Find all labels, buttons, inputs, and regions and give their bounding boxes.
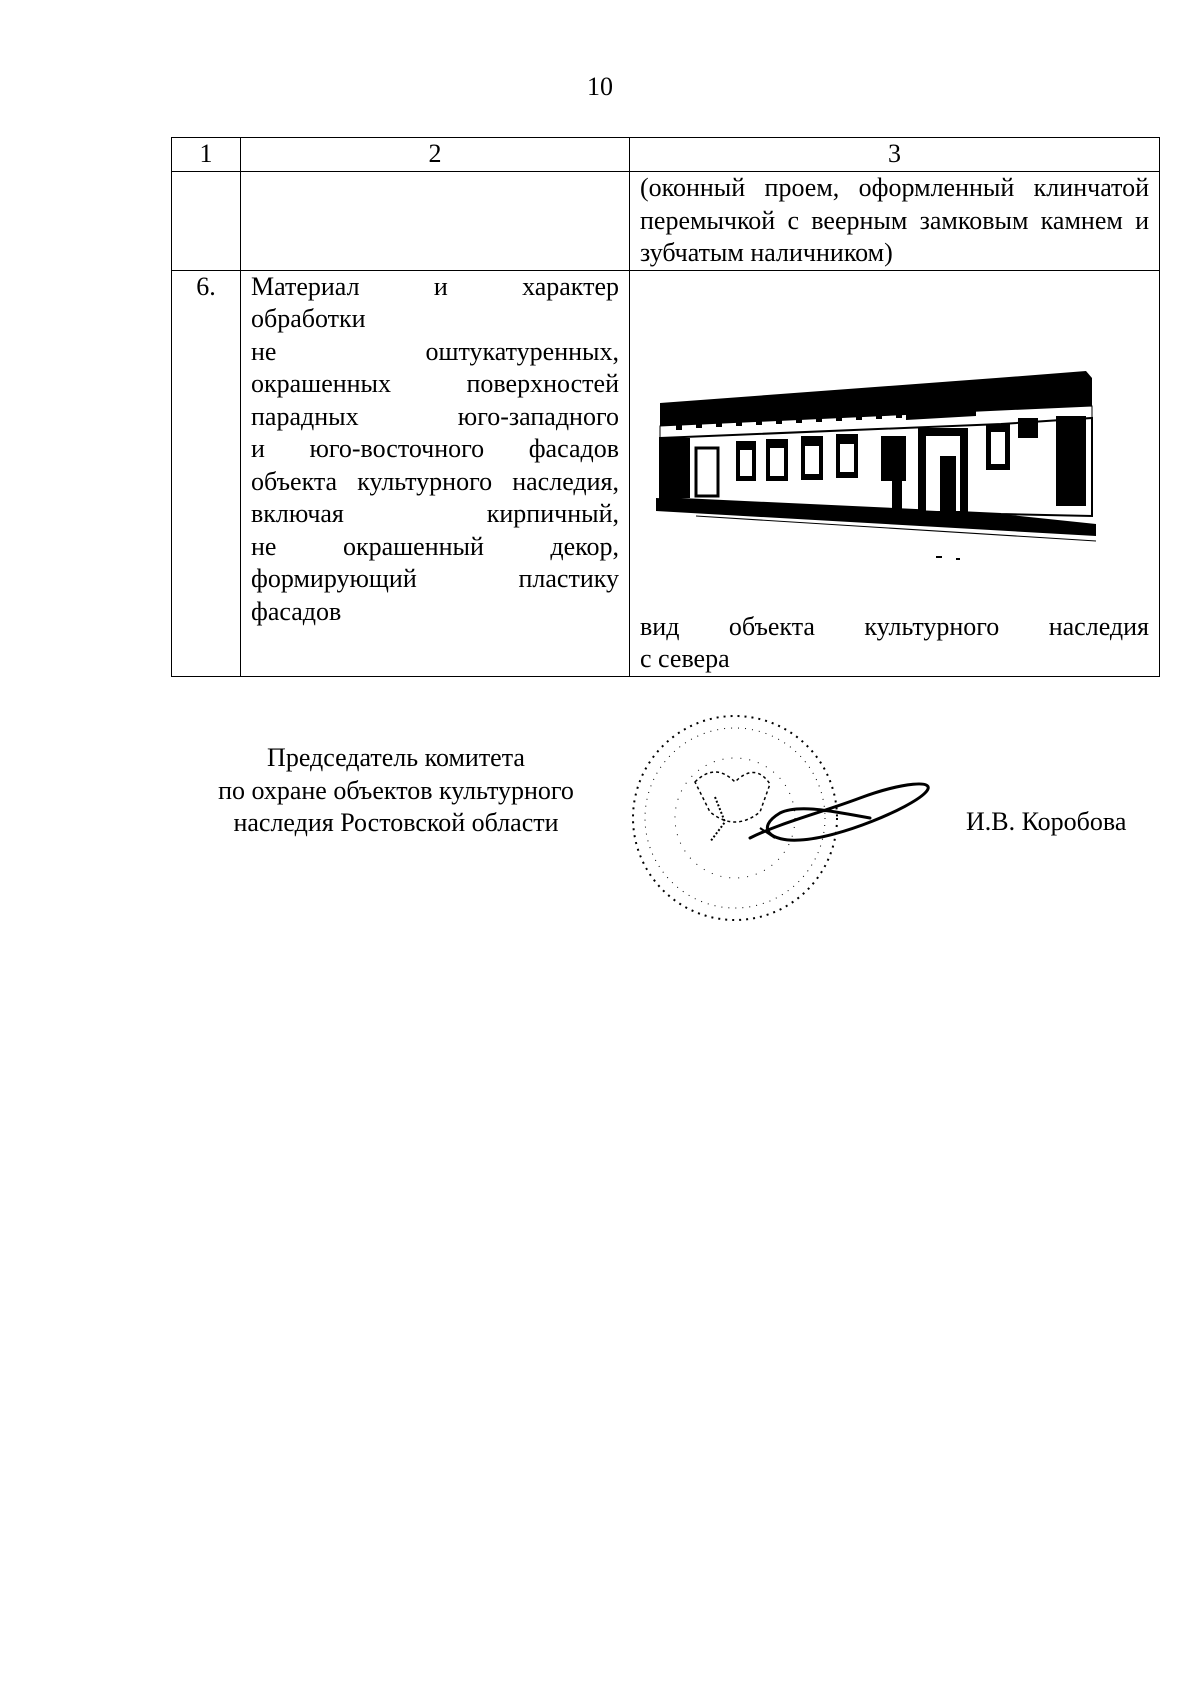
column-header-2: 2 <box>241 138 630 172</box>
cell-photo <box>630 270 1160 676</box>
column-header-3: 3 <box>630 138 1160 172</box>
building-photo-image <box>656 366 1128 571</box>
row-number: 6. <box>172 270 241 676</box>
cell-empty-description <box>241 172 630 271</box>
chairman-title-line: Председатель комитета <box>267 743 525 772</box>
description-line: парадных юго-западного <box>251 401 619 431</box>
photo-caption <box>630 611 1159 676</box>
handwritten-signature <box>740 768 940 858</box>
signature-icon <box>740 768 940 858</box>
description-line: фасадов <box>251 596 342 626</box>
table-header-row <box>172 138 1160 172</box>
description-line: обработки <box>251 304 366 333</box>
photo-caption-line: с севера <box>640 644 730 673</box>
cell-description <box>241 270 630 676</box>
continuation-text: (оконный проем, оформленный клинчатой перемычкой с веерным замковым камнем и зубчатым наличником) <box>640 173 1149 267</box>
heritage-table <box>171 137 1160 677</box>
description-line: Материал и характер <box>251 271 619 301</box>
page-number: 10 <box>587 72 613 101</box>
description-line: объекта культурного наследия, <box>251 466 619 496</box>
description-line: не окрашенный декор, <box>251 531 619 561</box>
cell-empty-number <box>172 172 241 271</box>
signer-name: И.В. Коробова <box>966 807 1127 836</box>
chairman-title <box>196 742 596 840</box>
chairman-title-line: наследия Ростовской области <box>233 808 559 837</box>
building-photo <box>656 366 1128 571</box>
description-text <box>241 271 629 629</box>
photo-caption-line: вид объекта культурного наследия <box>640 611 1149 641</box>
table-row-continuation <box>172 172 1160 271</box>
description-line: и юго-восточного фасадов <box>251 434 619 463</box>
description-line: формирующий пластику <box>251 564 619 593</box>
description-line: окрашенных поверхностей <box>251 369 619 398</box>
description-line: не оштукатуренных, <box>251 336 619 366</box>
table-row-6 <box>172 270 1160 676</box>
signature-block <box>0 738 1200 938</box>
column-header-1: 1 <box>172 138 241 172</box>
description-line: включая кирпичный, <box>251 499 619 528</box>
cell-continuation-text <box>630 172 1160 271</box>
chairman-title-line: по охране объектов культурного <box>218 775 574 805</box>
